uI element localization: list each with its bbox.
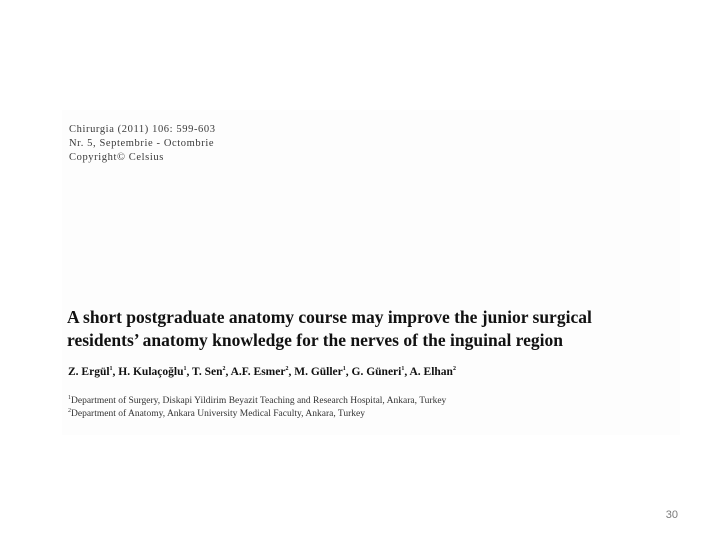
author: A. Elhan$^2$ [409, 366, 456, 378]
author: M. Güller$^1$ [294, 366, 346, 378]
paper-title [67, 306, 667, 352]
slide-page-number: 30 [665, 509, 678, 521]
author: G. Güneri$^1$ [351, 366, 405, 378]
affiliation-list [68, 395, 446, 421]
author: T. Sen$^2$ [192, 366, 226, 378]
paper-header-image [62, 110, 680, 435]
journal-issue-line: Nr. 5, Septembrie - Octombrie [69, 138, 215, 149]
affiliation: $^2$Department of Anatomy, Ankara University Medical Faculty, Ankara, Turkey [68, 407, 365, 419]
affiliation: $^1$Department of Surgery, Diskapi Yildirim Beyazit Teaching and Research Hospital, Ankara, Turkey [68, 394, 447, 406]
author: A.F. Esmer$^2$ [230, 366, 289, 378]
author: H. Kulaçoğlu$^1$ [118, 366, 187, 378]
author-list: Z. Ergül$^1$, H. Kulaçoğlu$^1$, T. Sen$^2$, A.F. Esmer$^2$, M. Güller$^1$, G. Güneri$^1$, A. Elhan$^2$ [68, 366, 456, 378]
paper-title-line-1: A short postgraduate anatomy course may improve the junior surgical [67, 307, 592, 327]
journal-citation [69, 123, 216, 165]
author: Z. Ergül$^1$ [68, 366, 113, 378]
journal-copyright-line: Copyright© Celsius [69, 152, 164, 163]
paper-title-line-2: residents’ anatomy knowledge for the nerves of the inguinal region [67, 330, 563, 350]
journal-volume-line: Chirurgia (2011) 106: 599-603 [69, 124, 216, 135]
